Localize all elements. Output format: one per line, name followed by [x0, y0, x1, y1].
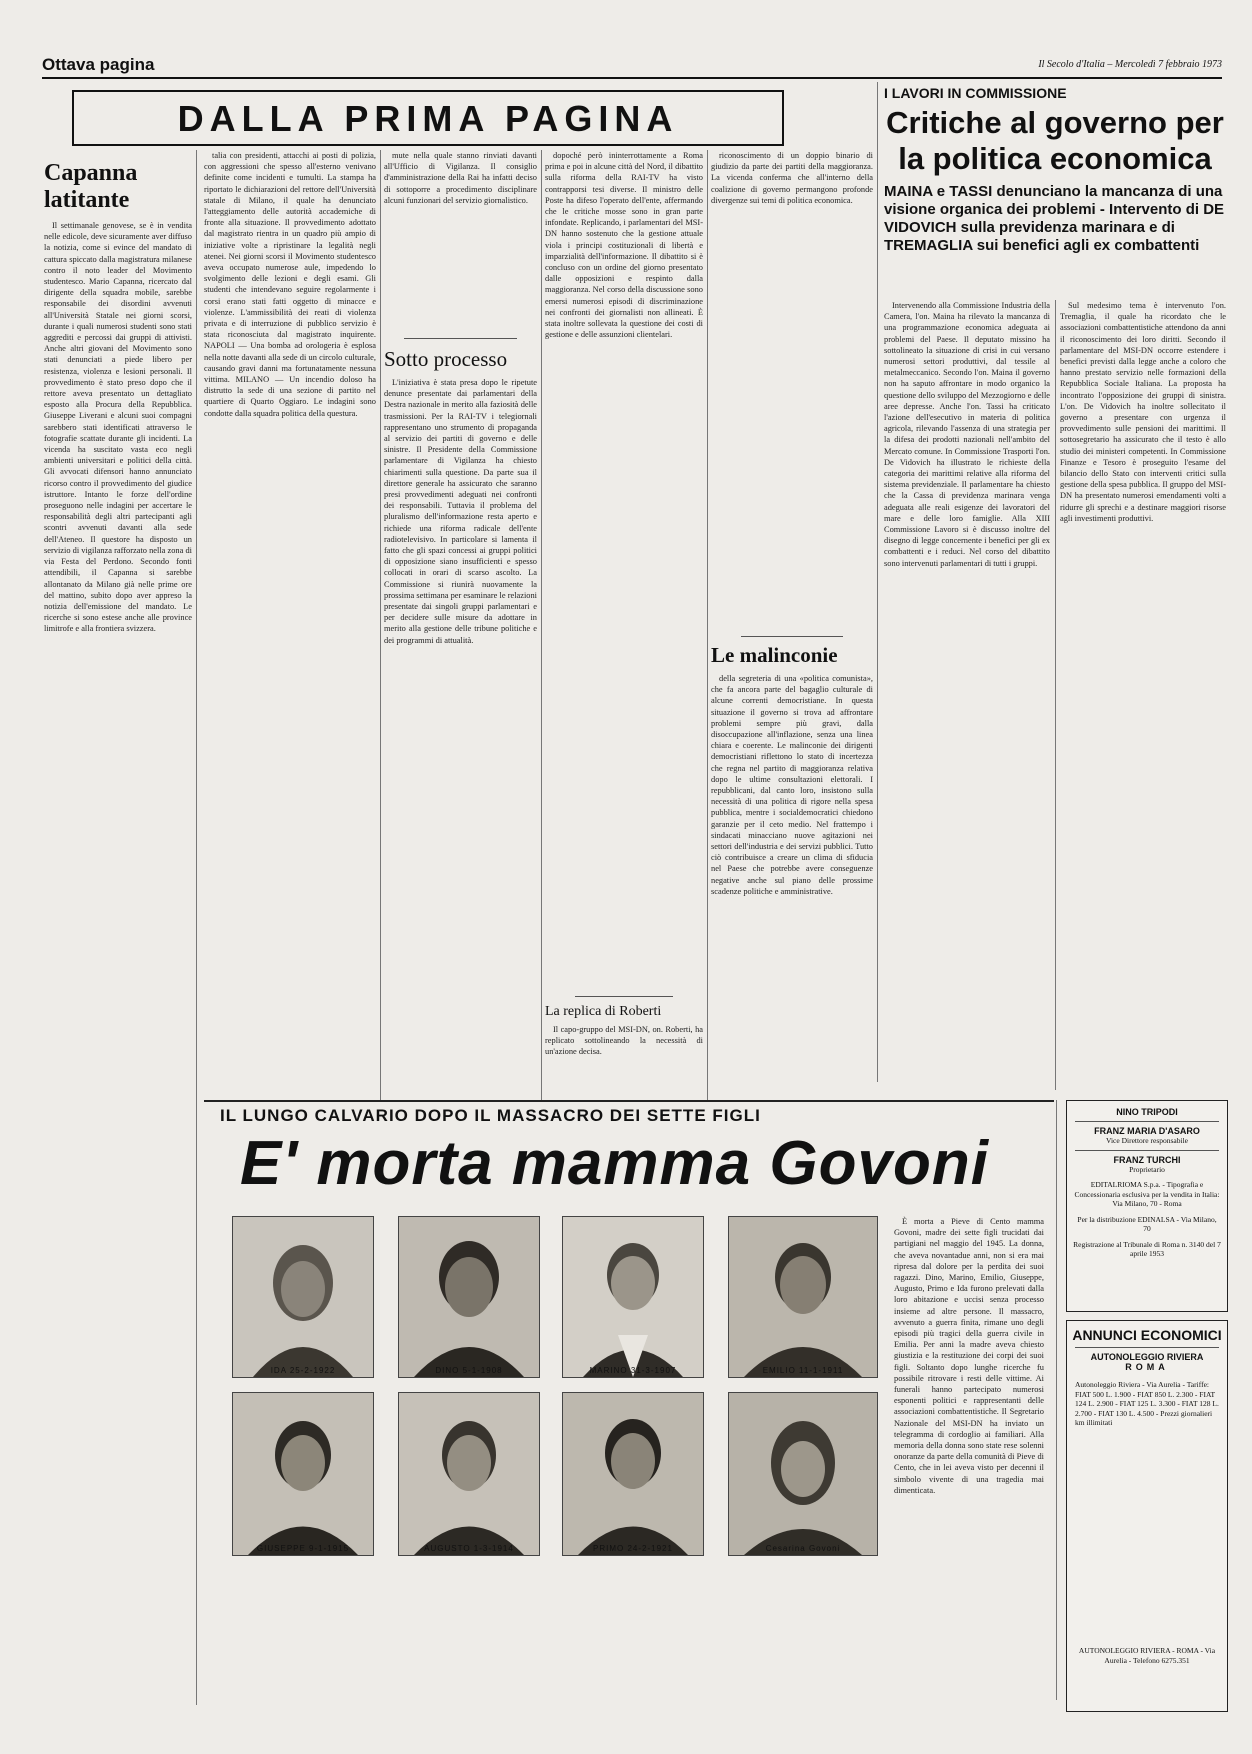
printer-label: Proprietario	[1129, 1164, 1165, 1174]
director-name: NINO TRIPODI	[1116, 1107, 1178, 1117]
portrait-photo	[398, 1392, 540, 1556]
capanna-article	[44, 160, 192, 1750]
column-four-text: dopoché però ininterrottamente a Roma prima e poi in alcune città del Nord, il dibattito sulla riforma della RAI-TV ha visto contrapporsi tesi diverse. Il ministro delle Poste ha difeso l'operato dell'ente, affermando che le critiche mosse sono in gran parte infondate. Replicando, i parlamentari del MSI-DN hanno sostenuto che la gestione attuale viola i principi costituzionali di libertà e imparzialità dell'informazione. Il dibattito si è concluso con un ordine del giorno presentato dalle opposizioni e respinto dalla maggioranza. Nel corso della discussione sono emersi numerosi episodi di discriminazione nei confronti dei giornalisti non allineati. È stata inoltre sollevata la questione dei costi di gestione e delle assunzioni clientelari.	[545, 151, 703, 340]
column-divider	[196, 150, 197, 1705]
sotto-processo-body	[384, 377, 537, 1067]
govoni-body	[894, 1216, 1044, 1706]
photo-caption: IDA 25-2-1922	[270, 1366, 336, 1375]
malinconie-text: della segreteria di una «politica comunista», che fa ancora parte del bagaglio culturale di alcune correnti democristiane. In questa situazione il governo si trova ad affrontare problemi sempre più gravi, dalla disoccupazione all'inflazione, senza una linea chiara e coerente. Le malinconie dei dirigenti democristiani riflettono lo stato di incertezza che regna nel partito di maggioranza relativa dopo le ultime consultazioni elettorali. I repubblicani, dal canto loro, insistono sulla necessità di una politica di rigore nella spesa pubblica, mentre i socialdemocratici chiedono garanzie per il ceto medio. Nel frattempo i sindacati minacciano nuove agitazioni nei settori dell'industria e dei servizi pubblici. Tutto ciò contribuisce a creare un clima di sfiducia nel Paese che potrebbe avere conseguenze negative anche sul piano delle prossime scadenze politiche e amministrative.	[711, 674, 873, 896]
separator-rule	[741, 636, 843, 637]
column-divider	[1056, 1100, 1057, 1700]
sotto-processo-text: L'iniziativa è stata presa dopo le ripetute denunce presentate dai parlamentari della Destra nazionale in merito alla faziosità delle trasmissioni. Per la RAI-TV i telegiornali rappresentano uno strumento di propaganda al servizio dei partiti di governo e delle sinistre. Il Presidente della Commissione parlamentare di Vigilanza ha chiesto chiarimenti sulla questione. Da parte sua il direttore generale ha assicurato che saranno presi provvedimenti adeguati nei confronti dei responsabili. Tuttavia il problema del pluralismo dell'informazione resta aperto e richiede una riforma radicale dell'ente radiotelevisivo. In particolare si lamenta il fatto che gli spazi concessi ai gruppi politici di opposizione siano insufficienti e spesso collocati in orari di scarso ascolto. La Commissione si riunirà nuovamente la prossima settimana per esaminare le relazioni presentate dai singoli gruppi parlamentari e per decidere sulle misure da adottare in merito alla gestione delle tribune politiche e dei programmi di attualità.	[384, 378, 537, 645]
commissione-article	[884, 85, 1226, 255]
commissione-text-right: Sul medesimo tema è intervenuto l'on. Tremaglia, il quale ha ricordato che le associazioni combattentistiche attendono da anni il riconoscimento dei loro diritti. Secondo il parlamentare del MSI-DN occorre estendere i benefici previsti dalla legge anche a coloro che hanno prestato servizio nelle formazioni della Repubblica Sociale Italiana. La proposta ha incontrato l'opposizione dei gruppi di sinistra. L'on. De Vidovich ha inoltre sollecitato il governo a presentare con urgenza il provvedimento sulle pensioni dei marittimi. Il sottosegretario ha assicurato che il testo è allo studio dei ministeri competenti. In Commissione Finanze e Tesoro è proseguito l'esame del bilancio dello Stato con interventi critici sulla gestione della spesa pubblica. Il gruppo del MSI-DN ha presentato numerosi emendamenti volti a ridurre gli sprechi e a destinare maggiori risorse agli investimenti produttivi.	[1060, 301, 1226, 523]
replica-text: Il capo-gruppo del MSI-DN, on. Roberti, ha replicato sottolineando la necessità di un'azione decisa.	[545, 1025, 703, 1057]
commissione-text-left: Intervenendo alla Commissione Industria della Camera, l'on. Maina ha rilevato la mancanza di una programmazione economica adeguata ai problemi del Paese. Il deputato missino ha sottolineato la situazione di crisi in cui versano numerosi settori produttivi, dal tessile al metalmeccanico. Secondo l'on. Maina il governo non ha saputo affrontare in modo organico la questione dello sviluppo del Mezzogiorno e delle aree depresse. Anche l'on. Tassi ha criticato l'azione dell'esecutivo in materia di politica agricola, rilevando l'assenza di una strategia per la difesa dei prodotti nazionali nell'ambito del Mercato comune. In Commissione Trasporti l'on. De Vidovich ha illustrato le richieste della categoria dei marittimi relative alla riforma del sistema previdenziale. Il parlamentare ha chiesto che la Cassa di previdenza marinara venga adeguata alle reali esigenze dei lavoratori del mare e delle loro famiglie. Alla XIII Commissione Lavoro si è discusso inoltre del disegno di legge concernente i benefici per gli ex combattenti e i reduci. Nel corso del dibattito sono intervenuti parlamentari di tutti i gruppi.	[884, 301, 1050, 568]
photo-caption: DINO 5-1-1908	[435, 1366, 503, 1375]
portrait-image	[233, 1217, 373, 1377]
portrait-image	[729, 1393, 877, 1555]
capanna-headline: Capanna latitante	[44, 160, 138, 213]
section-banner	[72, 90, 784, 146]
column-two-text: talia con presidenti, attacchi ai posti di polizia, con aggressioni che spesso all'esterno venivano definite come incidenti e tumulti. La stampa ha riportato le dichiarazioni del rettore dell'Università statale di Milano, il quale ha denunciato l'atteggiamento delle autorità accademiche di fronte alla situazione. Il provvedimento adottato dal magistrato rientra in un quadro più ampio di iniziative volte a ripristinare la legalità negli atenei. Nei giorni scorsi il Movimento studentesco aveva occupato numerose aule, impedendo lo svolgimento delle lezioni e degli esami. Gli studenti che intendevano seguire regolarmente i corsi erano stati fatti oggetto di minacce e violenze. L'ammissibilità dei reati di violenza privata e di interruzione di pubblico servizio è stata riconosciuta dal magistrato inquirente. NAPOLI — Una bomba ad orologeria è esplosa nella notte davanti alla sede di un circolo culturale, causando gravi danni ma fortunatamente nessuna vittima. MILANO — Un incendio doloso ha distrutto la sede di una sezione di partito nel quartiere di Quarto Oggiaro. Le indagini sono condotte dalla squadra politica della questura.	[204, 151, 376, 418]
portrait-image	[399, 1217, 539, 1377]
column-divider	[877, 82, 878, 1082]
column-divider	[541, 150, 542, 1100]
column-four-body	[545, 150, 703, 990]
photo-caption: MARINO 31-3-1907	[589, 1366, 677, 1375]
page-label: Ottava pagina	[42, 55, 155, 74]
separator-rule	[404, 338, 517, 339]
capanna-body	[44, 220, 192, 1750]
sotto-processo-article	[384, 150, 537, 1067]
section-rule	[204, 1100, 1054, 1102]
malinconie-body	[711, 673, 873, 1078]
commissione-deck: MAINA e TASSI denunciano la mancanza di una visione organica dei problemi - Intervento di DE VIDOVICH sulla previdenza marinara e di TREMAGLIA sui benefici agli ex combattenti	[884, 183, 1225, 254]
classified-ads-box	[1066, 1320, 1228, 1712]
classified-ads-title: ANNUNCI ECONOMICI	[1072, 1327, 1222, 1343]
running-head	[42, 55, 1222, 79]
malinconie-intro-text: riconoscimento di un doppio binario di giudizio da parte dei partiti della maggioranza. La vicenda conferma che all'interno della coalizione di governo permangono profonde divergenze sui temi di politica economica.	[711, 151, 873, 205]
distribution-info: Per la distribuzione EDINALSA - Via Milano, 70	[1077, 1214, 1217, 1233]
commissione-headline: Critiche al governo per la politica economica	[886, 105, 1224, 176]
portrait-image	[563, 1217, 703, 1377]
banner-title: DALLA PRIMA PAGINA	[177, 98, 679, 139]
column-divider	[707, 150, 708, 1100]
photo-caption: AUGUSTO 1-3-1914	[424, 1544, 514, 1553]
replica-headline: La replica di Roberti	[545, 1004, 662, 1019]
photo-caption: Cesarina Govoni	[765, 1544, 841, 1553]
portrait-photo	[562, 1392, 704, 1556]
classified-footer: AUTONOLEGGIO RIVIERA - ROMA - Via Aurelia - Telefono 6275.351	[1078, 1646, 1216, 1665]
commissione-body-right	[1060, 300, 1226, 1090]
replica-body	[545, 1024, 703, 1064]
malinconie-intro	[711, 150, 873, 630]
portrait-photo	[232, 1392, 374, 1556]
editorial-info: EDITALRIOMA S.p.a. - Tipografia e Concessionaria esclusiva per la vendita in Italia: Via Milano, 70 - Roma	[1074, 1180, 1220, 1208]
column-divider	[1055, 300, 1056, 1090]
classified-body: Autonoleggio Riviera - Via Aurelia - Tariffe: FIAT 500 L. 1.900 - FIAT 850 L. 2.300 - FIAT 124 L. 2.900 - FIAT 125 L. 3.300 - FIAT 128 L. 2.700 - FIAT 130 L. 4.500 - Prezzi giornalieri km illimitati	[1075, 1380, 1219, 1427]
printer-name: FRANZ TURCHI	[1113, 1154, 1181, 1165]
photo-caption: GIUSEPPE 9-1-1915	[256, 1544, 350, 1553]
column-four-article	[545, 150, 703, 1064]
photo-caption: PRIMO 24-2-1921	[593, 1544, 673, 1553]
resp-director-name: FRANZ MARIA D'ASARO	[1094, 1126, 1200, 1136]
malinconie-article	[711, 150, 873, 1078]
separator-rule	[1075, 1150, 1219, 1151]
commissione-section-label: I LAVORI IN COMMISSIONE	[884, 85, 1067, 101]
separator-rule	[1075, 1347, 1219, 1348]
commissione-body-left	[884, 300, 1050, 1090]
registration-info: Registrazione al Tribunale di Roma n. 3140 del 7 aprile 1953	[1073, 1239, 1221, 1258]
govoni-text: È morta a Pieve di Cento mamma Govoni, madre dei sette figli trucidati dai partigiani nel maggio del 1945. La donna, che aveva novantadue anni, non si era mai ripresa dal dolore per la perdita dei suoi ragazzi. Dino, Marino, Emilio, Giuseppe, Augusto, Primo e Ida furono prelevati dalla loro abitazione e uccisi senza processo insieme ad altre persone. Il massacro, avvenuto a guerra finita, rimane uno degli episodi più tragici della guerra civile in Emilia. Per anni la madre aveva chiesto giustizia e la restituzione dei corpi dei suoi figli. Soltanto dopo lunghe ricerche fu possibile ritrovare i resti delle vittime. Ai funerali hanno partecipato numerosi esponenti politici e rappresentanti delle associazioni combattentistiche. Il Segretario Nazionale del MSI-DN ha inviato un telegramma di cordoglio ai familiari. Alla memoria della donna sono state rese solenni onoranze da parte della comunità di Pieve di Cento, che in lei aveva visto per decenni il simbolo vivente di una tragedia mai dimenticata.	[894, 1217, 1044, 1495]
separator-rule	[575, 996, 673, 997]
column-two-continuation	[204, 150, 376, 1090]
portrait-photo	[728, 1392, 878, 1556]
sotto-processo-intro	[384, 150, 537, 330]
masthead-reference: Il Secolo d'Italia – Mercoledì 7 febbraio 1973	[1038, 59, 1222, 70]
portrait-photo	[232, 1216, 374, 1378]
portrait-photo	[562, 1216, 704, 1378]
sotto-processo-intro-text: mute nella quale stanno rinviati davanti all'Ufficio di Vigilanza. Il consiglio d'amministrazione della Rai ha infatti deciso di sottoporre a procedimento disciplinare alcuni funzionari del servizio giornalistico.	[384, 151, 537, 205]
portrait-image	[563, 1393, 703, 1555]
portrait-photo	[398, 1216, 540, 1378]
capanna-text: Il settimanale genovese, se è in vendita nelle edicole, deve sicuramente aver diffuso la notizia, come si evince del mandato di cattura spiccato dalla magistratura milanese contro il noto leader del Movimento studentesco. Mario Capanna, ricercato dal dirigente della squadra mobile, sarebbe responsabile dei disordini avvenuti all'Università Statale nei giorni scorsi, durante i quali numerosi studenti sono stati aggrediti e percossi dai gruppi di attivisti. Anche altri giovani del Movimento sono stati denunciati a piede libero per resistenza, violenza e lesioni personali. Il provvedimento è stato preso dopo che il rettore aveva presentato un dettagliato esposto alla Procura della Repubblica. Giuseppe Liverani e alcuni suoi compagni sarebbero stati identificati attraverso le fotografie scattate durante gli incidenti. La vicenda ha suscitato vasta eco negli ambienti universitari e politici della città. Gli avvocati difensori hanno annunciato ricorso contro il provvedimento del giudice istruttore. Intanto le forze dell'ordine proseguono nelle indagini per accertare le responsabilità degli altri partecipanti agli scontri avvenuti davanti alla sede dell'Ateneo. Il questore ha disposto un servizio di vigilanza rafforzato nella zona di via Festa del Perdono. Secondo fonti attendibili, il Capanna si sarebbe allontanato da Milano già nelle prime ore del mattino, subito dopo aver appreso la notizia dell'emissione del mandato. Le ricerche si sono estese anche alle province limitrofe e alla frontiera svizzera.	[44, 221, 192, 634]
govoni-headline: E' morta mamma Govoni	[240, 1129, 989, 1198]
resp-director-label: Vice Direttore responsabile	[1105, 1136, 1189, 1145]
portrait-image	[233, 1393, 373, 1555]
classified-subtitle: AUTONOLEGGIO RIVIERA	[1090, 1352, 1204, 1362]
portrait-image	[399, 1393, 539, 1555]
separator-rule	[1075, 1121, 1219, 1122]
classified-city: ROMA	[1125, 1362, 1169, 1372]
govoni-kicker: IL LUNGO CALVARIO DOPO IL MASSACRO DEI SETTE FIGLI	[220, 1106, 761, 1125]
portrait-image	[729, 1217, 877, 1377]
column-divider	[380, 150, 381, 1100]
sotto-processo-headline: Sotto processo	[384, 347, 508, 371]
colophon-box	[1066, 1100, 1228, 1312]
photo-caption: EMILIO 11-1-1911	[762, 1366, 844, 1375]
malinconie-headline: Le malinconie	[711, 643, 838, 667]
portrait-photo	[728, 1216, 878, 1378]
